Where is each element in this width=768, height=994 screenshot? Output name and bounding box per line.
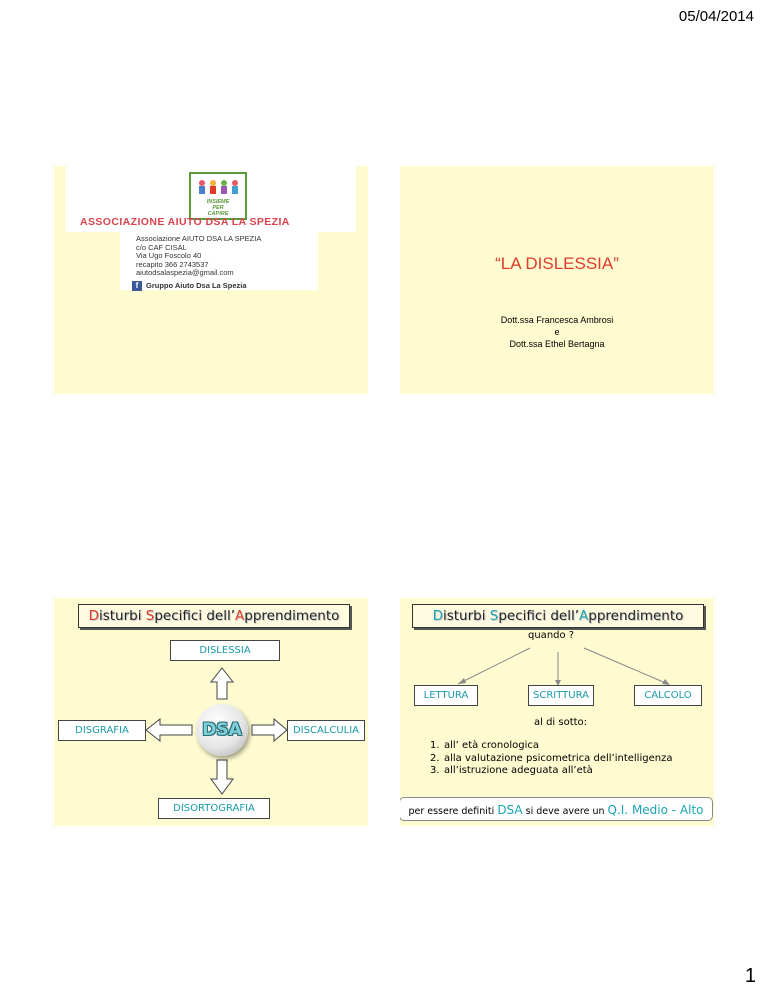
contact-line: c/o CAF CISAL (136, 242, 187, 252)
qi-highlight: Q.I. Medio - Alto (607, 803, 704, 817)
question-text: quando ? (528, 630, 575, 641)
authors (400, 314, 714, 350)
heading-initial: D (88, 608, 99, 624)
heading-text: isturbi (98, 608, 146, 624)
contact-card (120, 232, 318, 290)
dsa-highlight: DSA (497, 803, 523, 817)
association-banner (66, 166, 356, 232)
heading-initial: A (579, 608, 589, 624)
heading-text: isturbi (442, 608, 490, 624)
slide-title (400, 166, 714, 394)
logo-text-line: INSIEME (206, 199, 230, 205)
author-conjunction: e (554, 327, 560, 337)
logo-text-line: CAPIRE (207, 211, 229, 217)
author-1: Dott.ssa Francesca Ambrosi (500, 315, 614, 325)
association-name: ASSOCIAZIONE AIUTO DSA LA SPEZIA (80, 216, 290, 228)
heading-text: pecifici dell’ (154, 608, 236, 624)
contact-phone: recapito 366 2743537 (136, 259, 209, 269)
heading-initial: S (145, 608, 155, 624)
branch-arrows (400, 598, 714, 826)
below-label: al di sotto: (534, 717, 588, 728)
lettura-box: LETTURA (414, 685, 478, 706)
page-date: 05/04/2014 (678, 8, 754, 25)
facebook-group-label: Gruppo Aiuto Dsa La Spezia (146, 280, 247, 290)
slide-association (54, 166, 368, 394)
contact-line: Associazione AIUTO DSA LA SPEZIA (136, 234, 262, 243)
association-logo (189, 172, 247, 220)
criteria-list (430, 740, 672, 778)
heading-initial: S (489, 608, 499, 624)
contact-line: Via Ugo Foscolo 40 (136, 251, 202, 260)
children-drawing-icon (195, 178, 241, 196)
definition-banner: per essere definiti DSA si deve avere un Q.I. Medio - Alto (400, 797, 713, 821)
disgrafia-box: DISGRAFIA (58, 720, 146, 741)
page-number: 1 (744, 965, 756, 987)
contact-email: aiutodsalaspezia@gmail.com (136, 268, 234, 277)
arrow-right-icon (252, 719, 287, 741)
slide-dsa-definition (400, 598, 714, 826)
heading-initial: D (432, 608, 443, 624)
calcolo-box: CALCOLO (634, 685, 702, 706)
presentation-title: “LA DISLESSIA” (495, 254, 619, 273)
logo-text-line: PER (212, 205, 224, 211)
facebook-icon: f (132, 281, 142, 291)
disortografia-box: DISORTOGRAFIA (158, 798, 270, 819)
scrittura-box: SCRITTURA (528, 685, 594, 706)
slide-dsa-diagram (54, 598, 368, 826)
heading-text: pprendimento (588, 608, 684, 624)
facebook-group (120, 281, 318, 291)
dsa-center-circle: DSA (196, 704, 248, 756)
arrow-left-icon (146, 719, 192, 741)
arrow-up-icon (211, 668, 233, 699)
arrow-down-icon (211, 760, 233, 794)
discalculia-box: DISCALCULIA (287, 720, 365, 741)
list-item: 1. all’ età cronologica (430, 740, 540, 751)
list-item: 3. all’istruzione adeguata all’età (430, 765, 593, 776)
author-2: Dott.ssa Ethel Bertagna (509, 339, 605, 349)
heading-text: pecifici dell’ (498, 608, 580, 624)
dislessia-box: DISLESSIA (170, 640, 280, 661)
heading-initial: A (235, 608, 245, 624)
heading-text: pprendimento (244, 608, 340, 624)
list-item: 2. alla valutazione psicometrica dell’intelligenza (430, 752, 673, 764)
